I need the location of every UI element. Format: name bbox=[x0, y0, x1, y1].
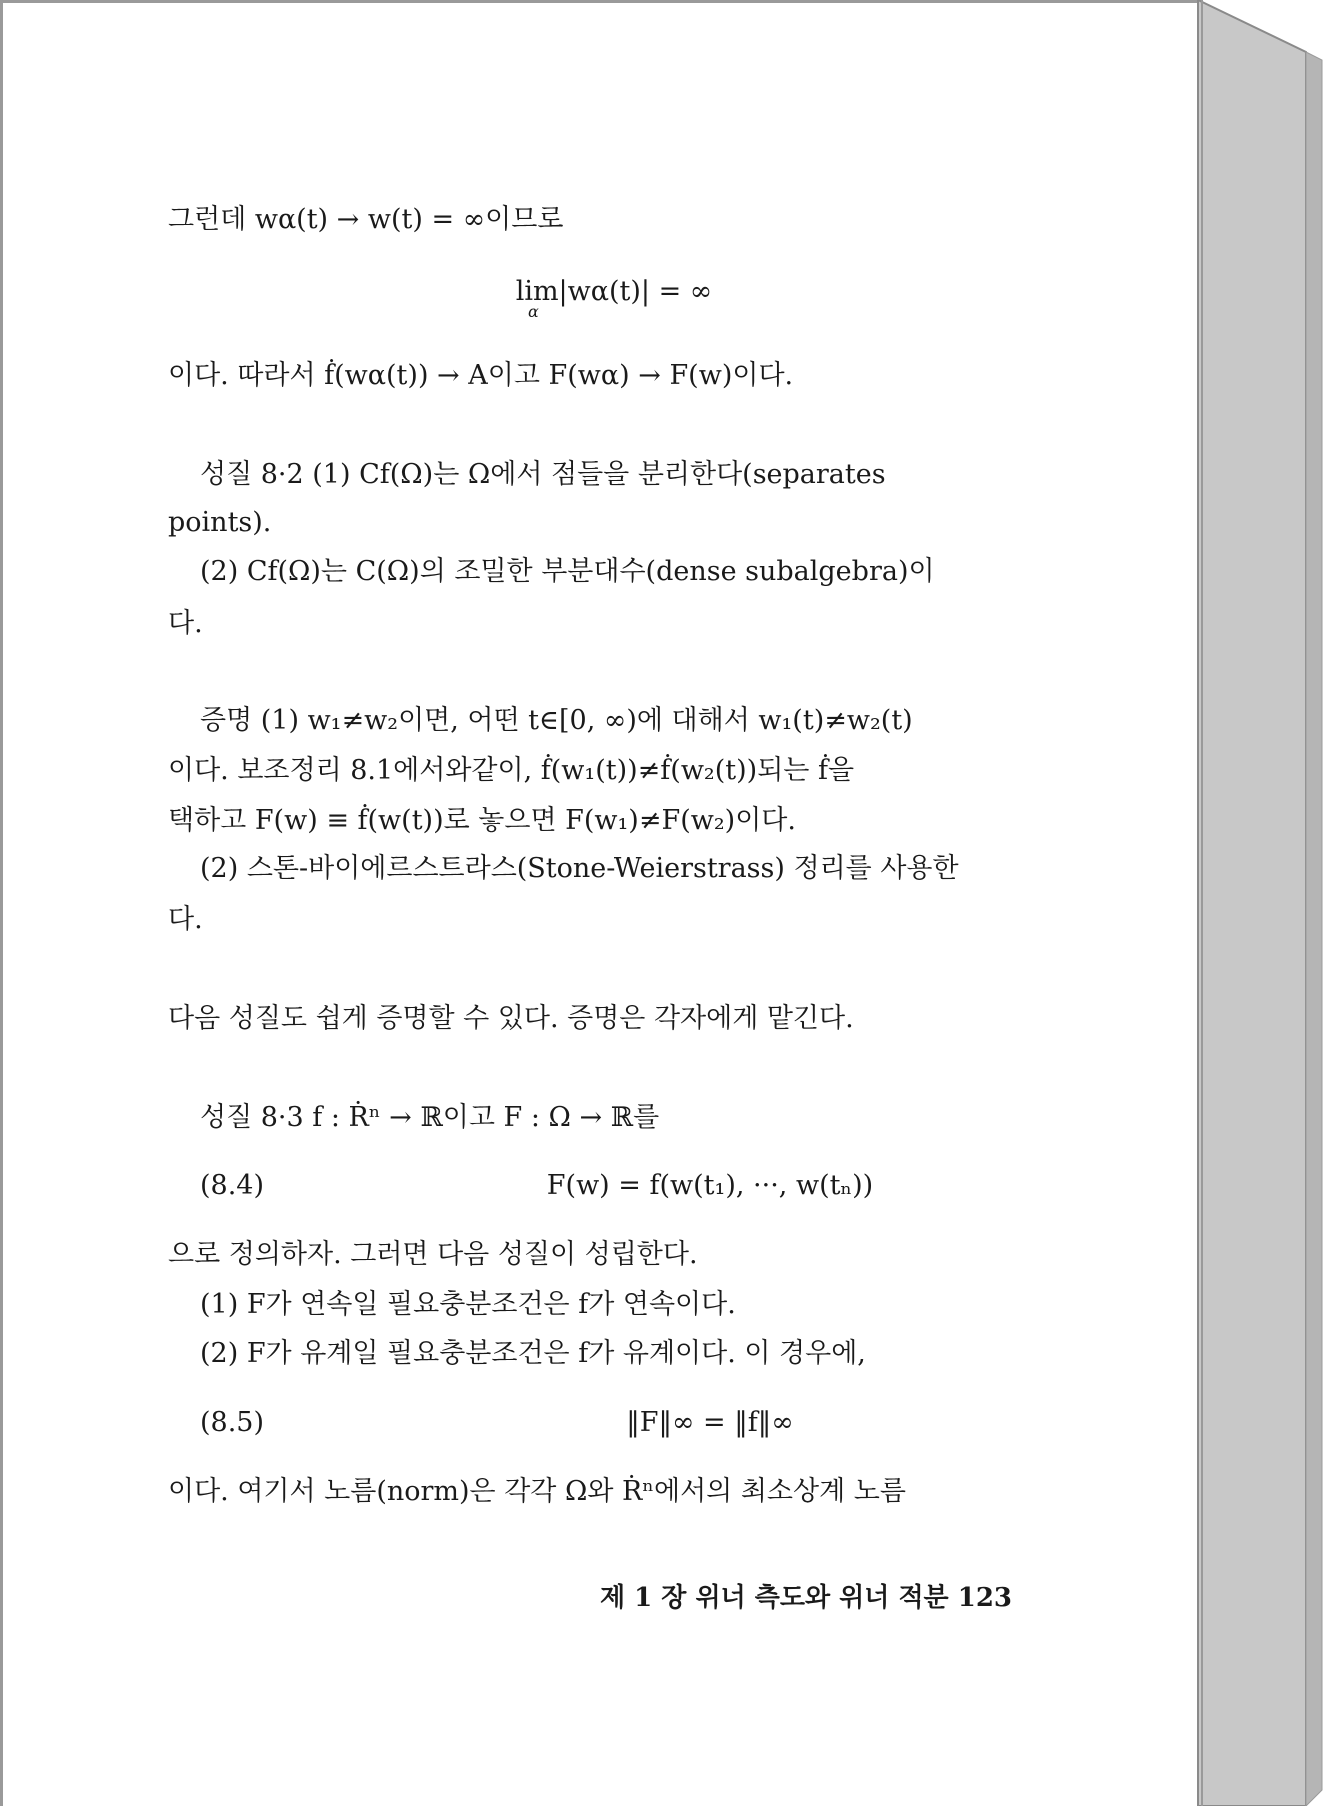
proof-line-2: 이다. 보조정리 8.1에서와같이, ḟ(w₁(t))≠ḟ(w₂(t))되는 ḟ을 bbox=[168, 755, 855, 786]
property-8-3-title: 성질 8·3 f : Ṙⁿ → ℝ이고 F : Ω → ℝ를 bbox=[200, 1102, 660, 1133]
text-line-da-2: 다. bbox=[168, 904, 203, 935]
equation-limit: lim|wα(t)| = ∞ bbox=[515, 276, 713, 307]
proof-line-4: (2) 스톤-바이에르스트라스(Stone-Weierstrass) 정리를 사용한 bbox=[200, 853, 959, 884]
text-line-2: 이다. 따라서 ḟ(wα(t)) → A이고 F(wα) → F(w)이다. bbox=[168, 360, 794, 391]
text-line-points: points). bbox=[168, 507, 272, 538]
equation-8-5-number: (8.5) bbox=[200, 1407, 265, 1438]
equation-8-5-body: ‖F‖∞ = ‖f‖∞ bbox=[626, 1407, 794, 1438]
property-8-2-item-2: (2) Cf(Ω)는 C(Ω)의 조밀한 부분대수(dense subalgebra)이 bbox=[200, 556, 935, 587]
equation-8-4-number: (8.4) bbox=[200, 1170, 265, 1201]
equation-8-4 bbox=[200, 1168, 990, 1204]
property-8-3-item-1: (1) F가 연속일 필요충분조건은 f가 연속이다. bbox=[200, 1289, 736, 1320]
text-line-da-1: 다. bbox=[168, 608, 203, 639]
text-line-norm: 이다. 여기서 노름(norm)은 각각 Ω와 Ṙⁿ에서의 최소상계 노름 bbox=[168, 1476, 906, 1507]
property-8-2-title: 성질 8·2 (1) Cf(Ω)는 Ω에서 점들을 분리한다(separates bbox=[200, 459, 886, 490]
proof-line-1: 증명 (1) w₁≠w₂이면, 어떤 t∈[0, ∞)에 대해서 w₁(t)≠w₂(t) bbox=[200, 705, 913, 736]
equation-8-4-body: F(w) = f(w(t₁), ···, w(tₙ)) bbox=[546, 1170, 874, 1201]
limit-subscript: α bbox=[528, 302, 539, 321]
proof-line-3: 택하고 F(w) ≡ ḟ(w(t))로 놓으면 F(w₁)≠F(w₂)이다. bbox=[168, 805, 796, 836]
text-line-define: 으로 정의하자. 그러면 다음 성질이 성립한다. bbox=[168, 1239, 698, 1270]
text-line-next-property: 다음 성질도 쉽게 증명할 수 있다. 증명은 각자에게 맡긴다. bbox=[168, 1003, 854, 1034]
page-border-left bbox=[0, 0, 3, 1806]
page-border-top bbox=[0, 0, 1202, 3]
text-line-1: 그런데 wα(t) → w(t) = ∞이므로 bbox=[168, 204, 564, 235]
page-footer: 제 1 장 위너 측도와 위너 적분 123 bbox=[600, 1583, 1013, 1613]
property-8-3-item-2: (2) F가 유계일 필요충분조건은 f가 유계이다. 이 경우에, bbox=[200, 1338, 866, 1369]
equation-8-5 bbox=[200, 1405, 990, 1441]
